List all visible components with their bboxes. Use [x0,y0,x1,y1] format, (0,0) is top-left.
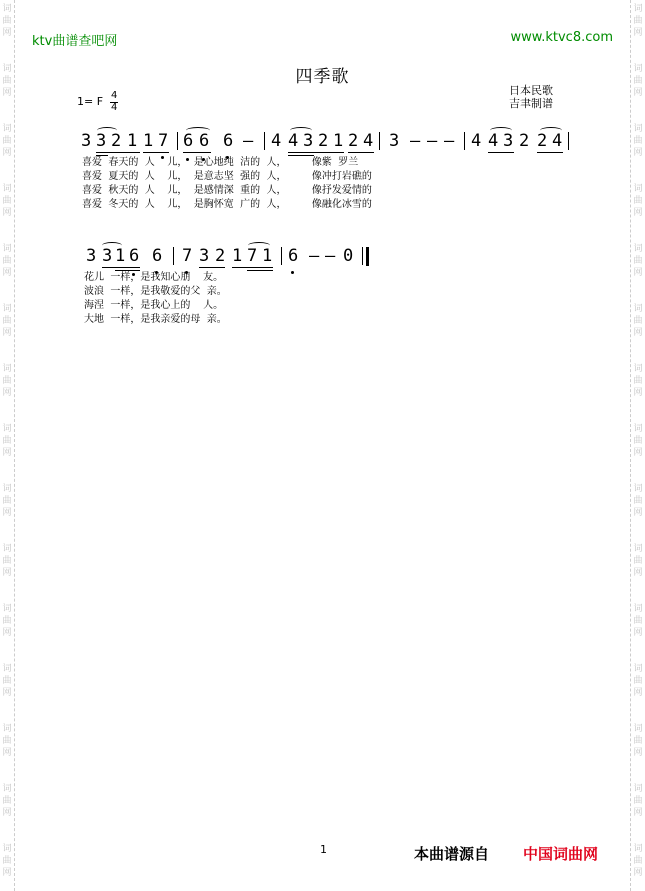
watermark-char: 曲 [633,16,643,26]
note: — [243,131,254,151]
note: 2 [348,131,359,151]
note: 1 [143,131,154,151]
note: — [427,131,438,151]
watermark-char: 网 [633,388,643,398]
watermark-char: 词 [2,844,12,854]
note: 1 [127,131,138,151]
watermark-char: 词 [633,784,643,794]
watermark-char: 词 [2,724,12,734]
watermark-char: 曲 [633,436,643,446]
watermark-char: 词 [2,604,12,614]
watermark-char: 词 [2,664,12,674]
bar-line [362,247,363,265]
watermark-char: 网 [633,868,643,878]
watermark-char: 词 [2,484,12,494]
site-url-right[interactable]: www.ktvc8.com [510,30,613,45]
beam-underline [199,267,225,268]
watermark-char: 曲 [2,376,12,386]
note: 6 [223,131,234,151]
note: 2 [111,131,122,151]
watermark-char: 网 [2,268,12,278]
watermark-char: 网 [633,268,643,278]
note: 2 [318,131,329,151]
watermark-char: 词 [2,364,12,374]
slur-mark [97,127,117,134]
note: 3 [102,246,113,266]
watermark-char: 词 [633,424,643,434]
lyric-line-2-verse-3: 海涅 一样，是我心上的 人。 [84,300,224,311]
time-signature-bottom: 4 [111,102,118,113]
slur-mark [290,127,312,134]
watermark-char: 词 [633,664,643,674]
watermark-char: 网 [2,568,12,578]
beam-underline [537,152,563,153]
note: 4 [471,131,482,151]
watermark-char: 网 [633,328,643,338]
bar-line [264,132,265,150]
slur-mark [248,242,270,249]
watermark-char: 词 [2,424,12,434]
watermark-char: 词 [633,184,643,194]
watermark-char: 网 [2,28,12,38]
source-site-link[interactable]: 中国词曲网 [523,845,599,863]
watermark-char: 网 [633,448,643,458]
watermark-char: 词 [633,484,643,494]
watermark-char: 曲 [2,16,12,26]
watermark-char: 网 [633,568,643,578]
note: 6 [129,246,140,266]
watermark-char: 词 [633,724,643,734]
note: 2 [537,131,548,151]
lyric-line-1-verse-1: 喜爱 春天的 人 儿， 是心地纯 洁的 人， 像紫 罗兰 [82,157,359,168]
note: 4 [488,131,499,151]
bar-line [173,247,174,265]
watermark-char: 曲 [633,736,643,746]
note: 3 [86,246,97,266]
watermark-char: 词 [2,184,12,194]
note: 4 [552,131,563,151]
note: 3 [96,131,107,151]
note: — [444,131,455,151]
note: 1 [115,246,126,266]
slur-mark [490,127,512,134]
watermark-char: 词 [2,64,12,74]
note: 7 [247,246,258,266]
watermark-char: 网 [633,748,643,758]
watermark-char: 曲 [2,796,12,806]
watermark-char: 词 [2,784,12,794]
watermark-char: 曲 [633,196,643,206]
note: 2 [215,246,226,266]
watermark-char: 网 [2,628,12,638]
watermark-char: 曲 [2,256,12,266]
watermark-char: 曲 [633,856,643,866]
watermark-char: 网 [2,868,12,878]
watermark-char: 网 [633,148,643,158]
note: 1 [262,246,273,266]
note: 3 [389,131,400,151]
watermark-char: 词 [2,4,12,14]
watermark-char: 网 [2,388,12,398]
watermark-char: 曲 [2,616,12,626]
note: — [325,246,336,266]
note: 2 [519,131,530,151]
watermark-char: 词 [633,124,643,134]
watermark-char: 词 [2,304,12,314]
watermark-char: 曲 [2,856,12,866]
time-signature-top: 4 [111,90,118,101]
beam-underline [247,270,273,271]
watermark-char: 曲 [633,376,643,386]
beam-underline [232,267,273,268]
watermark-char: 网 [2,328,12,338]
watermark-char: 曲 [633,796,643,806]
watermark-char: 曲 [633,136,643,146]
watermark-char: 网 [2,808,12,818]
watermark-char: 词 [633,244,643,254]
watermark-char: 曲 [2,136,12,146]
watermark-char: 曲 [633,316,643,326]
watermark-char: 网 [2,688,12,698]
note: 1 [232,246,243,266]
beam-underline [115,270,140,271]
bar-line [379,132,380,150]
lyric-line-1-verse-3: 喜爱 秋天的 人 儿， 是感情深 重的 人， 像抒发爱情的 [82,185,372,196]
beam-underline [488,152,514,153]
watermark-char: 曲 [633,256,643,266]
lyric-line-2-verse-2: 波浪 一样，是我敬爱的父 亲。 [84,286,227,297]
beam-underline [288,155,314,156]
watermark-char: 曲 [2,316,12,326]
note: 6 [152,246,163,266]
note: 4 [363,131,374,151]
note: — [309,246,320,266]
note: 6 [199,131,210,151]
watermark-char: 曲 [633,616,643,626]
slur-mark [540,127,562,134]
watermark-char: 网 [633,688,643,698]
beam-underline [348,152,374,153]
watermark-char: 网 [2,88,12,98]
watermark-char: 网 [2,148,12,158]
beam-underline [183,152,211,153]
watermark-char: 曲 [2,556,12,566]
slur-mark [186,127,210,134]
watermark-char: 网 [633,208,643,218]
final-bar-line [366,247,369,266]
watermark-char: 词 [633,544,643,554]
watermark-char: 曲 [633,496,643,506]
key-signature: 1= F [77,95,104,108]
watermark-char: 词 [2,244,12,254]
lyric-line-2-verse-1: 花儿 一样，是我知心朋 友。 [84,272,224,283]
watermark-char: 词 [633,844,643,854]
slur-mark [102,242,122,249]
note: 7 [182,246,193,266]
watermark-char: 曲 [2,676,12,686]
note: 7 [158,131,169,151]
octave-dot [291,271,294,274]
song-origin: 日本民歌 [509,84,553,97]
source-label: 本曲谱源自 [414,845,490,863]
beam-underline [288,152,344,153]
watermark-char: 曲 [2,76,12,86]
watermark-char: 网 [633,628,643,638]
lyric-line-2-verse-4: 大地 一样，是我亲爱的母 亲。 [84,314,227,325]
watermark-char: 网 [2,208,12,218]
watermark-char: 曲 [2,496,12,506]
watermark-char: 曲 [2,196,12,206]
bar-line [568,132,569,150]
watermark-char: 词 [633,64,643,74]
page-number: 1 [320,843,327,856]
watermark-char: 词 [2,544,12,554]
note: 3 [503,131,514,151]
watermark-char: 词 [633,4,643,14]
beam-underline [96,152,140,153]
bar-line [177,132,178,150]
watermark-char: 网 [633,28,643,38]
watermark-char: 词 [633,364,643,374]
song-arranger: 吉聿制谱 [509,97,553,110]
note: 6 [183,131,194,151]
watermark-char: 网 [633,508,643,518]
watermark-char: 曲 [633,676,643,686]
lyric-line-1-verse-4: 喜爱 冬天的 人 儿， 是胸怀宽 广的 人， 像融化冰雪的 [82,199,372,210]
watermark-char: 曲 [633,556,643,566]
watermark-char: 曲 [633,76,643,86]
bar-line [464,132,465,150]
song-title: 四季歌 [295,67,350,87]
watermark-char: 词 [633,304,643,314]
note: — [410,131,421,151]
beam-underline [102,267,140,268]
watermark-char: 词 [2,124,12,134]
watermark-char: 网 [633,88,643,98]
bar-line [281,247,282,265]
lyric-line-1-verse-2: 喜爱 夏天的 人 儿， 是意志坚 强的 人， 像冲打岩礁的 [82,171,372,182]
watermark-char: 网 [633,808,643,818]
note: 6 [288,246,299,266]
note: 4 [288,131,299,151]
note: 0 [343,246,354,266]
watermark-char: 网 [2,508,12,518]
site-name-left[interactable]: ktv曲谱查吧网 [32,34,118,49]
beam-underline [96,155,108,156]
watermark-char: 网 [2,748,12,758]
note: 3 [81,131,92,151]
watermark-char: 网 [2,448,12,458]
note: 1 [333,131,344,151]
beam-underline [143,152,169,153]
note: 4 [271,131,282,151]
note: 3 [303,131,314,151]
watermark-char: 曲 [2,736,12,746]
watermark-char: 词 [633,604,643,614]
note: 3 [199,246,210,266]
watermark-char: 曲 [2,436,12,446]
